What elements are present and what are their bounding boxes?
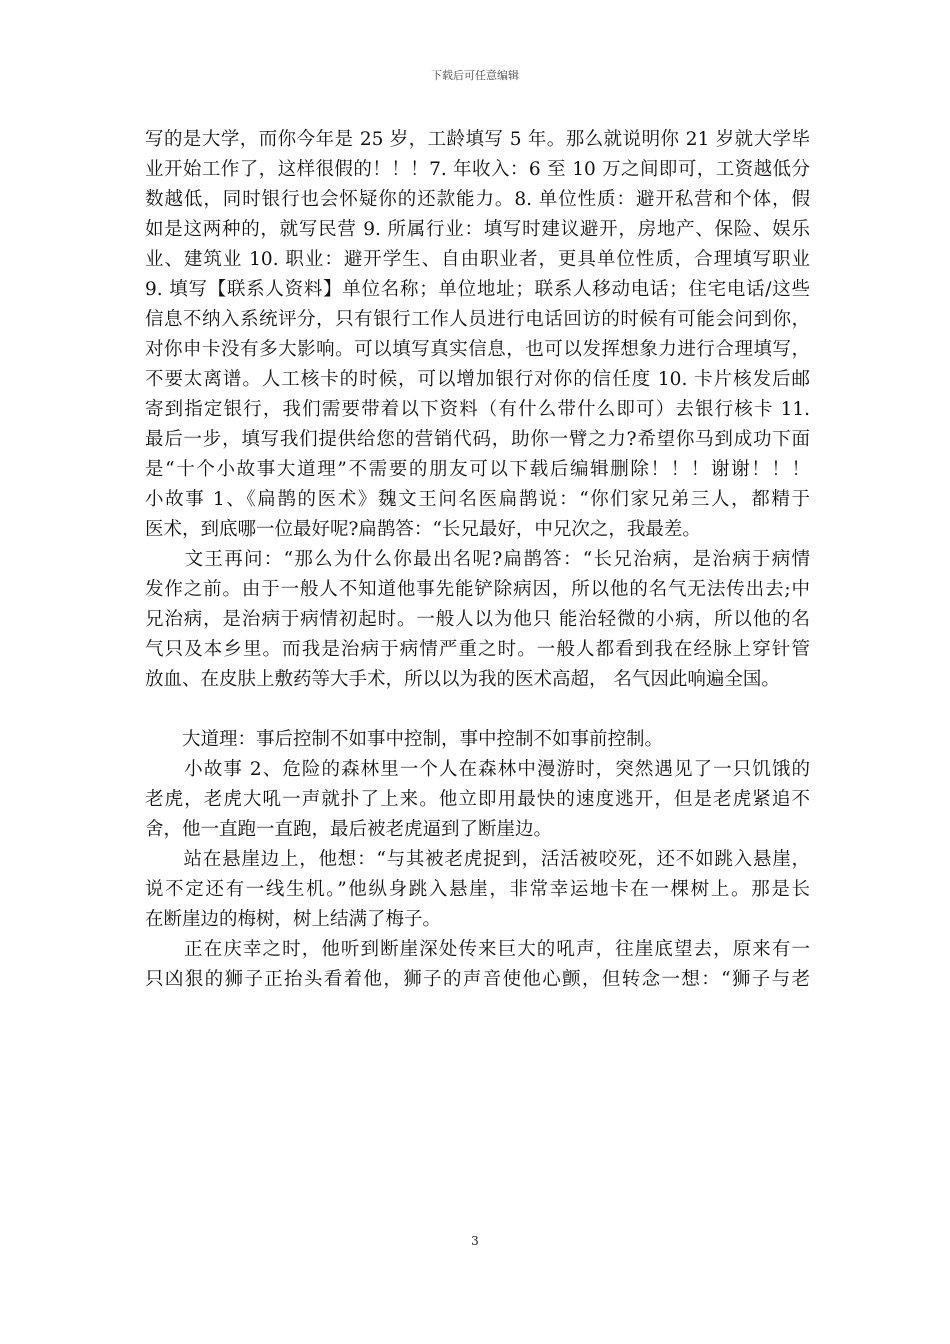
text-line: 发作之前。由于一般人不知道他事先能铲除病因，所以他的名气无法传出去;中 — [145, 579, 810, 600]
text-line: 在断崖边的梅树，树上结满了梅子。 — [145, 909, 442, 930]
text-line: 放血、在皮肤上敷药等大手术，所以以为我的医术高超， 名气因此响遍全国。 — [145, 669, 780, 690]
blank-line — [145, 695, 810, 725]
paragraph-story-2 — [145, 755, 810, 845]
text-line: 是“十个小故事大道理”不需要的朋友可以下载后编辑删除！！！谢谢！！！ — [145, 459, 810, 480]
text-line: 如是这两种的，就写民营 9. 所属行业：填写时建议避开，房地产、保险、娱乐 — [145, 219, 810, 240]
text-line: 站在悬崖边上，他想：“与其被老虎捉到，活活被咬死，还不如跳入悬崖， — [145, 849, 810, 870]
text-line: 9. 填写【联系人资料】单位名称；单位地址；联系人移动电话；住宅电话/这些 — [145, 279, 810, 300]
text-line: 不要太离谱。人工核卡的时候，可以增加银行对你的信任度 10. 卡片核发后邮 — [145, 369, 810, 390]
paragraph-story-2-lion — [145, 935, 810, 995]
text-line: 业、建筑业 10. 职业：避开学生、自由职业者，更具单位性质，合理填写职业 — [145, 249, 810, 270]
text-line: 寄到指定银行，我们需要带着以下资料（有什么带什么即可）去银行核卡 11. — [145, 399, 810, 420]
text-line: 最后一步，填写我们提供给您的营销代码，助你一臂之力?希望你马到成功下面 — [145, 429, 810, 450]
text-line: 文王再问：“那么为什么你最出名呢?扁鹊答：“长兄治病，是治病于病情 — [145, 549, 810, 570]
text-line: 对你申卡没有多大影响。可以填写真实信息，也可以发挥想象力进行合理填写， — [145, 339, 810, 360]
page-header: 下载后可任意编辑 — [431, 69, 519, 82]
text-line: 舍，他一直跑一直跑，最后被老虎逼到了断崖边。 — [145, 819, 553, 840]
text-line: 小故事 2、危险的森林里一个人在森林中漫游时，突然遇见了一只饥饿的 — [145, 759, 810, 780]
paragraph-credit-card-guide — [145, 125, 810, 545]
page-number: 3 — [471, 1234, 479, 1248]
paragraph-story-2-cliff — [145, 845, 810, 935]
text-line: 气只及本乡里。而我是治病于病情严重之时。一般人都看到我在经脉上穿针管 — [145, 639, 810, 660]
paragraph-moral-1 — [145, 725, 810, 755]
text-line: 只凶狠的狮子正抬头看着他，狮子的声音使他心颤，但转念一想：“狮子与老 — [145, 969, 810, 990]
text-line: 正在庆幸之时，他听到断崖深处传来巨大的吼声，往崖底望去，原来有一 — [145, 939, 810, 960]
text-line: 兄治病，是治病于病情初起时。一般人以为他只 能治轻微的小病，所以他的名 — [145, 609, 810, 630]
document-body — [145, 125, 810, 995]
text-line: 小故事 1、《扁鹊的医术》魏文王问名医扁鹊说：“你们家兄弟三人，都精于 — [145, 489, 810, 510]
text-line: 医术，到底哪一位最好呢?扁鹊答：“长兄最好，中兄次之，我最差。 — [145, 519, 701, 540]
text-line: 业开始工作了，这样很假的！！！7. 年收入：6 至 10 万之间即可，工资越低分 — [145, 159, 810, 180]
text-line: 数越低，同时银行也会怀疑你的还款能力。8. 单位性质：避开私营和个体，假 — [145, 189, 810, 210]
text-line: 老虎，老虎大吼一声就扑了上来。他立即用最快的速度逃开，但是老虎紧追不 — [145, 789, 810, 810]
text-line: 说不定还有一线生机。”他纵身跳入悬崖，非常幸运地卡在一棵树上。那是长 — [145, 879, 810, 900]
text-line: 大道理：事后控制不如事中控制，事中控制不如事前控制。 — [145, 729, 664, 750]
paragraph-story-1-continued — [145, 545, 810, 695]
text-line: 信息不纳入系统评分，只有银行工作人员进行电话回访的时候有可能会问到你， — [145, 309, 810, 330]
text-line: 写的是大学，而你今年是 25 岁，工龄填写 5 年。那么就说明你 21 岁就大学毕 — [145, 129, 810, 150]
